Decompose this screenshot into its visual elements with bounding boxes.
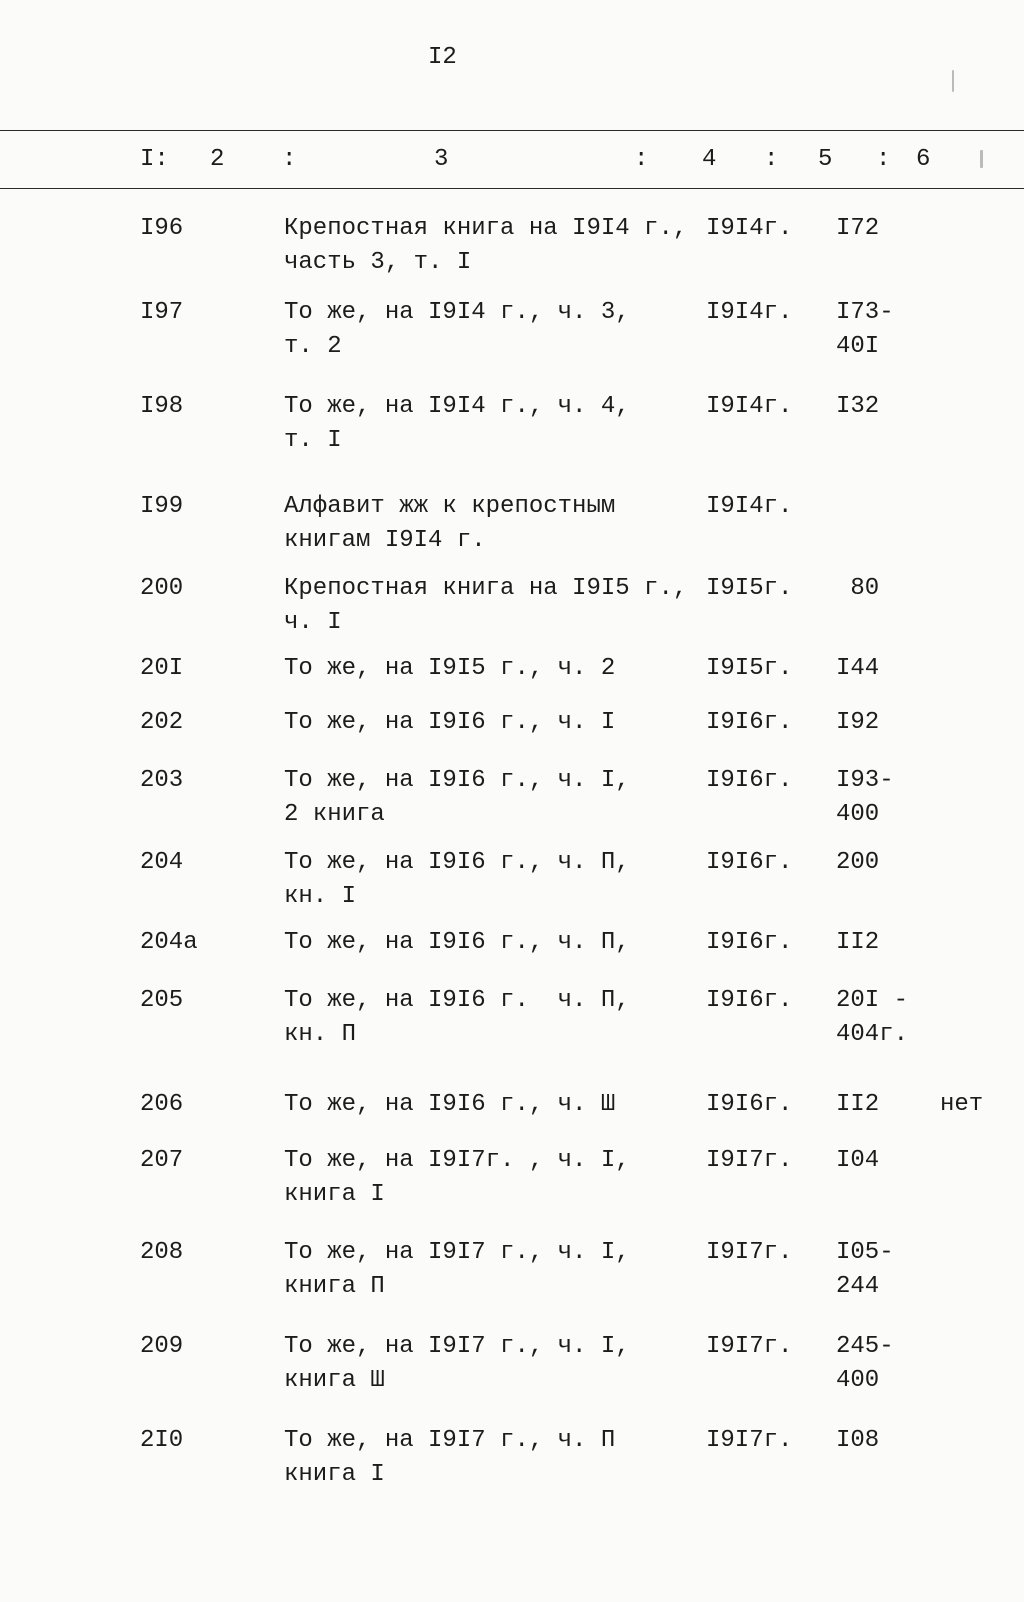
item-sheets-line: II2 bbox=[836, 929, 880, 956]
item-number: 202 bbox=[140, 709, 184, 736]
header-col-1: I: bbox=[140, 146, 169, 173]
item-sheets bbox=[836, 572, 879, 606]
item-sheets-line: 200 bbox=[836, 849, 880, 876]
item-title-line: книгам I9I4 г. bbox=[284, 527, 486, 554]
item-year: I9I6г. bbox=[706, 987, 793, 1014]
item-number: I99 bbox=[140, 493, 184, 520]
item-sheets-line: I73- bbox=[836, 299, 894, 326]
item-year: I9I6г. bbox=[706, 929, 793, 956]
item-sheets bbox=[836, 1236, 894, 1304]
item-year: I9I6г. bbox=[706, 709, 793, 736]
item-sheets bbox=[836, 764, 894, 832]
item-title-line: Крепостная книга на I9I5 г., bbox=[284, 575, 688, 602]
item-year: I9I6г. bbox=[706, 767, 793, 794]
item-sheets-line: I93- bbox=[836, 767, 894, 794]
item-number: 205 bbox=[140, 987, 184, 1014]
item-title-line: т. I bbox=[284, 427, 342, 454]
item-sheets bbox=[836, 296, 894, 364]
item-number: 208 bbox=[140, 1239, 184, 1266]
header-sep-2: : bbox=[634, 146, 649, 173]
header-top-rule bbox=[0, 130, 1024, 131]
item-title-line: кн. I bbox=[284, 883, 357, 910]
header-col-6: 6 bbox=[916, 146, 931, 173]
item-title bbox=[284, 652, 615, 686]
item-sheets-line: I92 bbox=[836, 709, 880, 736]
item-title bbox=[284, 296, 630, 364]
item-title-line: То же, на I9I6 г., ч. I bbox=[284, 709, 616, 736]
item-sheets-line: I72 bbox=[836, 215, 880, 242]
item-year: I9I7г. bbox=[706, 1147, 793, 1174]
item-sheets-line: I05- bbox=[836, 1239, 894, 1266]
item-year: I9I7г. bbox=[706, 1239, 793, 1266]
page-number: I2 bbox=[428, 44, 457, 71]
item-number: I97 bbox=[140, 299, 184, 326]
item-title-line: То же, на I9I7 г., ч. I, bbox=[284, 1239, 630, 1266]
header-bottom-rule bbox=[0, 188, 1024, 189]
item-year: I9I4г. bbox=[706, 215, 793, 242]
header-col-5: 5 bbox=[818, 146, 833, 173]
item-number: 209 bbox=[140, 1333, 184, 1360]
item-number: 2I0 bbox=[140, 1427, 184, 1454]
item-number: 200 bbox=[140, 575, 184, 602]
item-year: I9I4г. bbox=[706, 393, 793, 420]
item-sheets-line: 20I - bbox=[836, 987, 909, 1014]
header-sep-3: : bbox=[764, 146, 779, 173]
item-title-line: То же, на I9I5 г., ч. 2 bbox=[284, 655, 616, 682]
item-sheets bbox=[836, 652, 879, 686]
header-sep-1: : bbox=[282, 146, 297, 173]
item-sheets-line: 244 bbox=[836, 1273, 880, 1300]
item-title-line: книга I bbox=[284, 1181, 385, 1208]
scan-mark bbox=[952, 70, 954, 92]
item-title-line: То же, на I9I7 г., ч. П bbox=[284, 1427, 616, 1454]
item-sheets-line: I32 bbox=[836, 393, 880, 420]
header-sep-4: : bbox=[876, 146, 891, 173]
item-number: 20I bbox=[140, 655, 184, 682]
item-sheets-line: 400 bbox=[836, 1367, 880, 1394]
item-title-line: То же, на I9I6 г., ч. I, bbox=[284, 767, 630, 794]
item-sheets-line: 245- bbox=[836, 1333, 894, 1360]
item-title bbox=[284, 1424, 615, 1492]
item-title-line: То же, на I9I6 г., ч. Ш bbox=[284, 1091, 616, 1118]
item-title-line: То же, на I9I4 г., ч. 4, bbox=[284, 393, 630, 420]
item-sheets bbox=[836, 1330, 894, 1398]
item-year: I9I5г. bbox=[706, 655, 793, 682]
item-title-line: Крепостная книга на I9I4 г., bbox=[284, 215, 688, 242]
item-year: I9I5г. bbox=[706, 575, 793, 602]
header-col-4: 4 bbox=[702, 146, 717, 173]
item-title-line: часть 3, т. I bbox=[284, 249, 472, 276]
item-title bbox=[284, 572, 687, 640]
item-title-line: То же, на I9I6 г., ч. П, bbox=[284, 929, 630, 956]
item-title-line: То же, на I9I6 г., ч. П, bbox=[284, 849, 630, 876]
item-number: 206 bbox=[140, 1091, 184, 1118]
item-number: 204 bbox=[140, 849, 184, 876]
item-sheets-line: I08 bbox=[836, 1427, 880, 1454]
item-sheets bbox=[836, 1424, 879, 1458]
item-sheets-line: I44 bbox=[836, 655, 880, 682]
item-year: I9I7г. bbox=[706, 1427, 793, 1454]
item-sheets bbox=[836, 984, 908, 1052]
item-sheets bbox=[836, 706, 879, 740]
item-year: I9I6г. bbox=[706, 849, 793, 876]
item-title-line: То же, на I9I7 г., ч. I, bbox=[284, 1333, 630, 1360]
item-title-line: 2 книга bbox=[284, 801, 385, 828]
item-title-line: То же, на I9I4 г., ч. 3, bbox=[284, 299, 630, 326]
item-sheets bbox=[836, 1088, 879, 1122]
item-number: 203 bbox=[140, 767, 184, 794]
item-sheets bbox=[836, 390, 879, 424]
item-title bbox=[284, 1330, 630, 1398]
item-year: I9I4г. bbox=[706, 493, 793, 520]
item-title-line: То же, на I9I6 г. ч. П, bbox=[284, 987, 630, 1014]
item-number: I98 bbox=[140, 393, 184, 420]
item-sheets bbox=[836, 926, 879, 960]
item-title bbox=[284, 490, 615, 558]
item-title-line: т. 2 bbox=[284, 333, 342, 360]
item-title-line: ч. I bbox=[284, 609, 342, 636]
item-year: I9I6г. bbox=[706, 1091, 793, 1118]
item-sheets bbox=[836, 212, 879, 246]
item-title-line: Алфавит жж к крепостным bbox=[284, 493, 616, 520]
item-title bbox=[284, 1236, 630, 1304]
item-sheets bbox=[836, 1144, 879, 1178]
item-title bbox=[284, 212, 687, 280]
item-note: нет bbox=[940, 1091, 984, 1118]
item-title bbox=[284, 984, 630, 1052]
item-sheets-line: 404г. bbox=[836, 1021, 909, 1048]
header-col-3: 3 bbox=[434, 146, 449, 173]
item-sheets bbox=[836, 846, 879, 880]
scan-mark bbox=[980, 150, 983, 168]
item-title bbox=[284, 706, 615, 740]
item-sheets-line: 80 bbox=[836, 575, 880, 602]
item-title-line: кн. П bbox=[284, 1021, 357, 1048]
item-title-line: книга I bbox=[284, 1461, 385, 1488]
item-year: I9I7г. bbox=[706, 1333, 793, 1360]
item-sheets-line: II2 bbox=[836, 1091, 880, 1118]
item-number: 204а bbox=[140, 929, 198, 956]
item-title bbox=[284, 1144, 630, 1212]
item-title bbox=[284, 926, 630, 960]
item-title bbox=[284, 764, 630, 832]
item-title-line: книга Ш bbox=[284, 1367, 385, 1394]
item-year: I9I4г. bbox=[706, 299, 793, 326]
item-sheets-line: 400 bbox=[836, 801, 880, 828]
item-title bbox=[284, 846, 630, 914]
item-title-line: То же, на I9I7г. , ч. I, bbox=[284, 1147, 630, 1174]
item-title bbox=[284, 390, 630, 458]
item-sheets-line: 40I bbox=[836, 333, 880, 360]
item-title-line: книга П bbox=[284, 1273, 385, 1300]
item-number: 207 bbox=[140, 1147, 184, 1174]
item-sheets-line: I04 bbox=[836, 1147, 880, 1174]
header-col-2: 2 bbox=[210, 146, 225, 173]
item-number: I96 bbox=[140, 215, 184, 242]
item-title bbox=[284, 1088, 615, 1122]
